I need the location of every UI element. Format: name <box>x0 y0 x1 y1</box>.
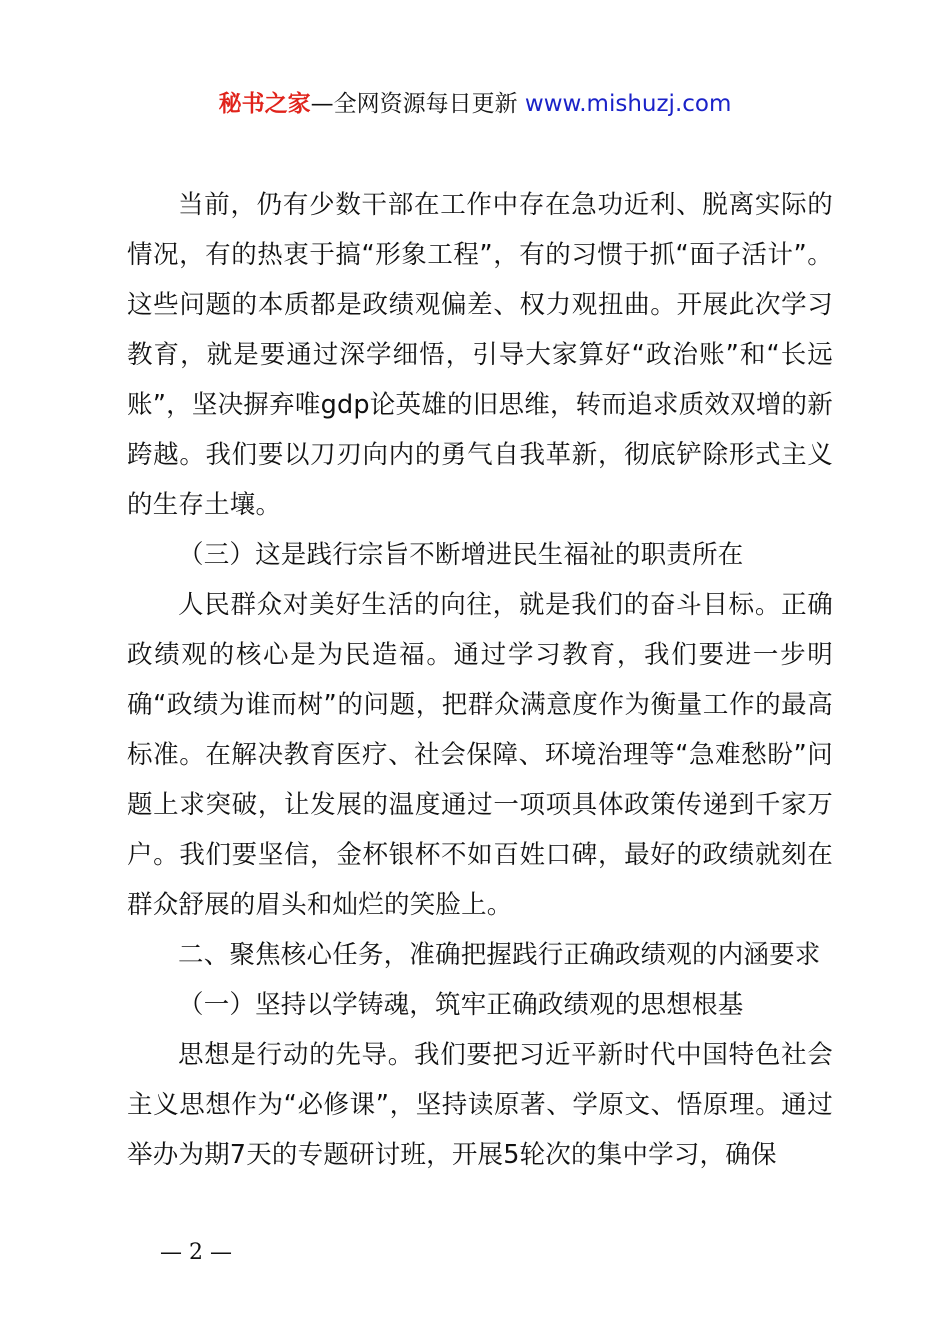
paragraph-political-performance: 当前，仍有少数干部在工作中存在急功近利、脱离实际的情况，有的热衷于搞“形象工程”，有的习惯于抓“面子活计”。这些问题的本质都是政绩观偏差、权力观扭曲。开展此次学习教育，就是要通过深学细悟，引导大家算好“政治账”和“长远账”，坚决摒弃唯gdp论英雄的旧思维，转而追求质效双增的新跨越。我们要以刀刃向内的勇气自我革新，彻底铲除形式主义的生存土壤。 <box>127 190 833 520</box>
site-url-link[interactable]: www.mishuzj.com <box>524 91 732 117</box>
paragraph-thought-guidance: 思想是行动的先导。我们要把习近平新时代中国特色社会主义思想作为“必修课”，坚持读原著、学原文、悟原理。通过举办为期7天的专题研讨班，开展5轮次的集中学习，确保 <box>127 1040 833 1170</box>
subheading-study-soul: （一）坚持以学铸魂，筑牢正确政绩观的思想根基 <box>178 990 744 1020</box>
document-body <box>127 180 833 1180</box>
section-heading-core-tasks: 二、聚焦核心任务，准确把握践行正确政绩观的内涵要求 <box>178 940 821 970</box>
subheading-people-wellbeing: （三）这是践行宗旨不断增进民生福祉的职责所在 <box>178 540 744 570</box>
page-number: — 2 — <box>160 1240 232 1265</box>
paragraph-people-aspiration: 人民群众对美好生活的向往，就是我们的奋斗目标。正确政绩观的核心是为民造福。通过学习教育，我们要进一步明确“政绩为谁而树”的问题，把群众满意度作为衡量工作的最高标准。在解决教育医疗、社会保障、环境治理等“急难愁盼”问题上求突破，让发展的温度通过一项项具体政策传递到千家万户。我们要坚信，金杯银杯不如百姓口碑，最好的政绩就刻在群众舒展的眉头和灿烂的笑脸上。 <box>127 590 833 920</box>
site-header <box>0 88 950 120</box>
header-tagline: —全网资源每日更新 <box>310 91 525 117</box>
brand-name: 秘书之家 <box>218 91 311 117</box>
